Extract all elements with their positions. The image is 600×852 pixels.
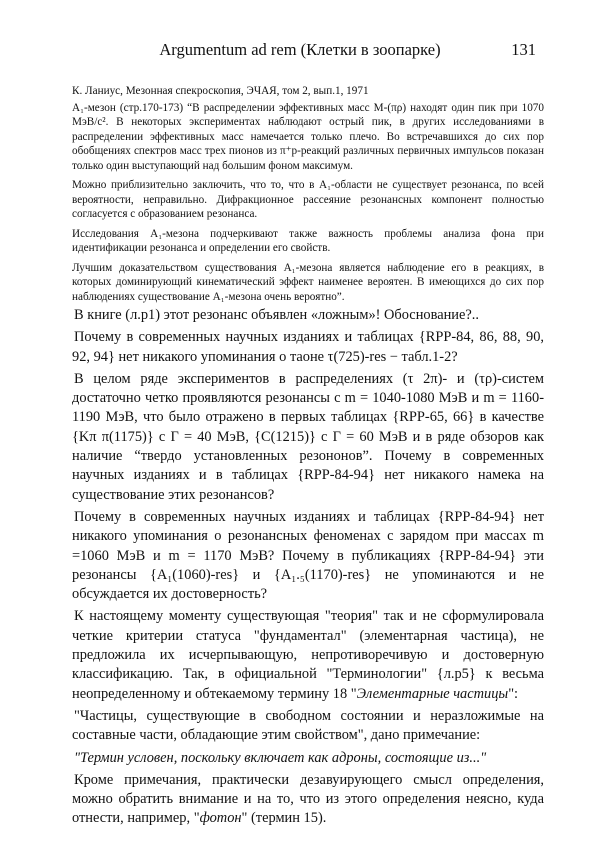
quote-paragraph-4: Лучшим доказательством существования A₁-мезона является наблюдение его в реакциях, в которых доминирующий кинематический эффект наименее вероятен. В имеющихся до сих пор наблюдениях существование A₁-мезона очень вероятно”. [72,261,544,303]
quote-paragraph-1: A₁-мезон (стр.170-173) “В распределении эффективных масс M-(πρ) находят один пик при 1070 МэВ/c². В некоторых экспериментах наблюдают острый пик, в других исследованиями в распределении эффективных масс намечается только плечо. Во встречавшихся до сих пор обобщениях спектров масс трех пионов из π⁺p-реакций различных первичных импульсов показан только один выступающий над большим фоном максимум. [72,101,544,172]
page-header [0,40,600,64]
body-paragraph-8 [72,771,544,829]
running-title: Argumentum ad rem (Клетки в зоопарке) [159,40,441,59]
body-paragraph-5-end: ": [508,685,519,702]
body-paragraph-3: В целом ряде экспериментов в распределениях (τ 2π)- и (τρ)-систем достаточно четко проявляются резонансы с m = 1040-1080 МэВ и m = 1160-1190 МэВ, что было отражено в первых таблицах {RPP-65, 66} в качестве {Kπ π(1175)} с Γ = 40 МэВ, {C(1215)} с Γ = 60 МэВ и в ряде обзоров как наличие “твердо установленных резононов”. Почему в современных научных изданиях и в таблицах {RPP-84-94} нет никакого намека на существование этих резонансов? [72,370,544,503]
page-number: 131 [511,40,536,59]
main-text [72,306,544,829]
term-photon: фотон [199,810,242,827]
quote-paragraph-2: Можно приблизительно заключить, что то, что в A₁-области не существует резонанса, по всей вероятности, неправильно. Дифракционное рассеяние резонансных компонент полностью согласуется с образованием резонанса. [72,179,544,220]
body-paragraph-1: В книге (л.р1) этот резонанс объявлен «ложным»! Обоснование?.. [74,307,479,323]
quoted-excerpt [72,84,544,304]
quote-paragraph-3: Исследования A₁-мезона подчеркивают также важность проблемы анализа фона при идентификации резонанса и определении его свойств. [72,227,544,254]
term-elementary-particles: Элементарные частицы [356,685,509,702]
body-paragraph-6: "Частицы, существующие в свободном состоянии и неразложимые на составные части, обладающие этим свойством", дано примечание: [72,707,544,744]
body-paragraph-5-text: К настоящему моменту существующая "теория" так и не сформулировала четкие критерии статуса "фундаментал" (элементарная частица), не предложила их исчерпывающую, непротиворечивую и достоверную классификацию. Так, в официальной "Терминологии" {л.р5} к весьма неопределенному и обтекаемому термину 18 " [72,608,544,702]
page-content [72,84,544,829]
body-paragraph-8-text: Кроме примечания, практически дезавуирующего смысл определения, можно обратить внимание и на то, что из этого определения неясно, куда отнести, например, " [72,771,544,827]
quote-reference: К. Ланиус, Мезонная спекроскопия, ЭЧАЯ, том 2, вып.1, 1971 [72,85,369,97]
body-paragraph-5 [72,607,544,703]
body-paragraph-7-note: "Термин условен, поскольку включает как адроны, состоящие из..." [74,749,487,766]
body-paragraph-2: Почему в современных научных изданиях и таблицах {RPP-84, 86, 88, 90, 92, 94} нет никакого упоминания о таоне τ(725)-res − табл.1-2? [72,329,544,365]
body-paragraph-4: Почему в современных научных изданиях и таблицах {RPP-84-94} нет никакого упоминания о резонансных феноменах с зарядом при массах m =1060 МэВ и m = 1170 МэВ? Почему в публикациях {RPP-84-94} эти резонансы {A₁(1060)-res} и {A₁.₅(1170)-res} не упоминаются и не обсуждается их достоверность? [72,508,544,603]
body-paragraph-8-end: " (термин 15). [241,810,327,827]
